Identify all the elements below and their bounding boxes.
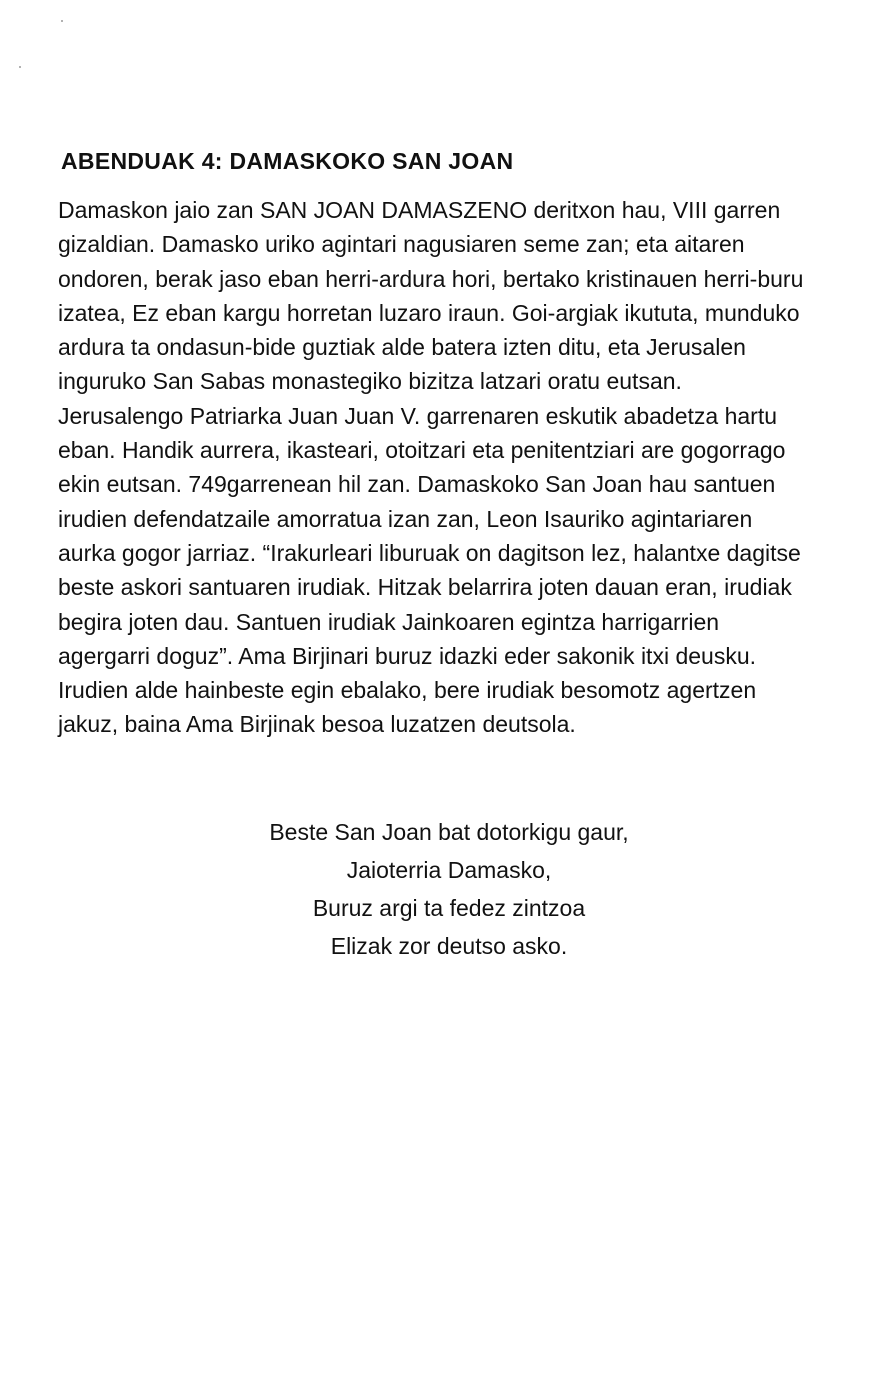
body-line: irudien defendatzaile amorratua izan zan, Leon Isauriko agintariaren xyxy=(58,505,753,532)
body-line: inguruko San Sabas monastegiko bizitza latzari oratu eutsan. xyxy=(58,368,682,395)
body-paragraph xyxy=(58,193,848,742)
page-title: ABENDUAK 4: DAMASKOKO SAN JOAN xyxy=(61,148,514,174)
body-line: agergarri doguz”. Ama Birjinari buruz idazki eder sakonik itxi deusku. xyxy=(58,642,756,669)
body-line: ardura ta ondasun-bide guztiak alde batera izten ditu, eta Jerusalen xyxy=(58,334,746,361)
body-line: Irudien alde hainbeste egin ebalako, bere irudiak besomotz agertzen xyxy=(58,677,757,704)
body-line: ondoren, berak jaso eban herri-ardura hori, bertako kristinauen herri-buru xyxy=(58,265,804,292)
body-line: aurka gogor jarriaz. “Irakurleari liburuak on dagitson lez, halantxe dagitse xyxy=(58,539,801,566)
verse-line: Jaioterria Damasko, xyxy=(346,857,552,883)
body-line: Damaskon jaio zan SAN JOAN DAMASZENO deritxon hau, VIII garren xyxy=(58,197,781,223)
verse-line: Elizak zor deutso asko. xyxy=(330,933,568,959)
scan-speck xyxy=(19,66,21,68)
closing-verse xyxy=(0,813,895,965)
body-line: ekin eutsan. 749garrenean hil zan. Damaskoko San Joan hau santuen xyxy=(58,471,776,498)
body-line: gizaldian. Damasko uriko agintari nagusiaren seme zan; eta aitaren xyxy=(58,231,745,258)
body-line: jakuz, baina Ama Birjinak besoa luzatzen deutsola. xyxy=(58,711,576,738)
scan-speck xyxy=(61,20,63,22)
verse-line: Buruz argi ta fedez zintzoa xyxy=(312,895,586,921)
body-line: beste askori santuaren irudiak. Hitzak belarrira joten dauan eran, irudiak xyxy=(58,574,792,601)
body-line: eban. Handik aurrera, ikasteari, otoitzari eta penitentziari are gogorrago xyxy=(58,437,786,464)
body-line: begira joten dau. Santuen irudiak Jainkoaren egintza harrigarrien xyxy=(58,608,720,635)
body-line: izatea, Ez eban kargu horretan luzaro iraun. Goi-argiak ikututa, munduko xyxy=(58,299,800,326)
body-line: Jerusalengo Patriarka Juan Juan V. garrenaren eskutik abadetza hartu xyxy=(58,402,777,429)
verse-line: Beste San Joan bat dotorkigu gaur, xyxy=(269,819,629,845)
